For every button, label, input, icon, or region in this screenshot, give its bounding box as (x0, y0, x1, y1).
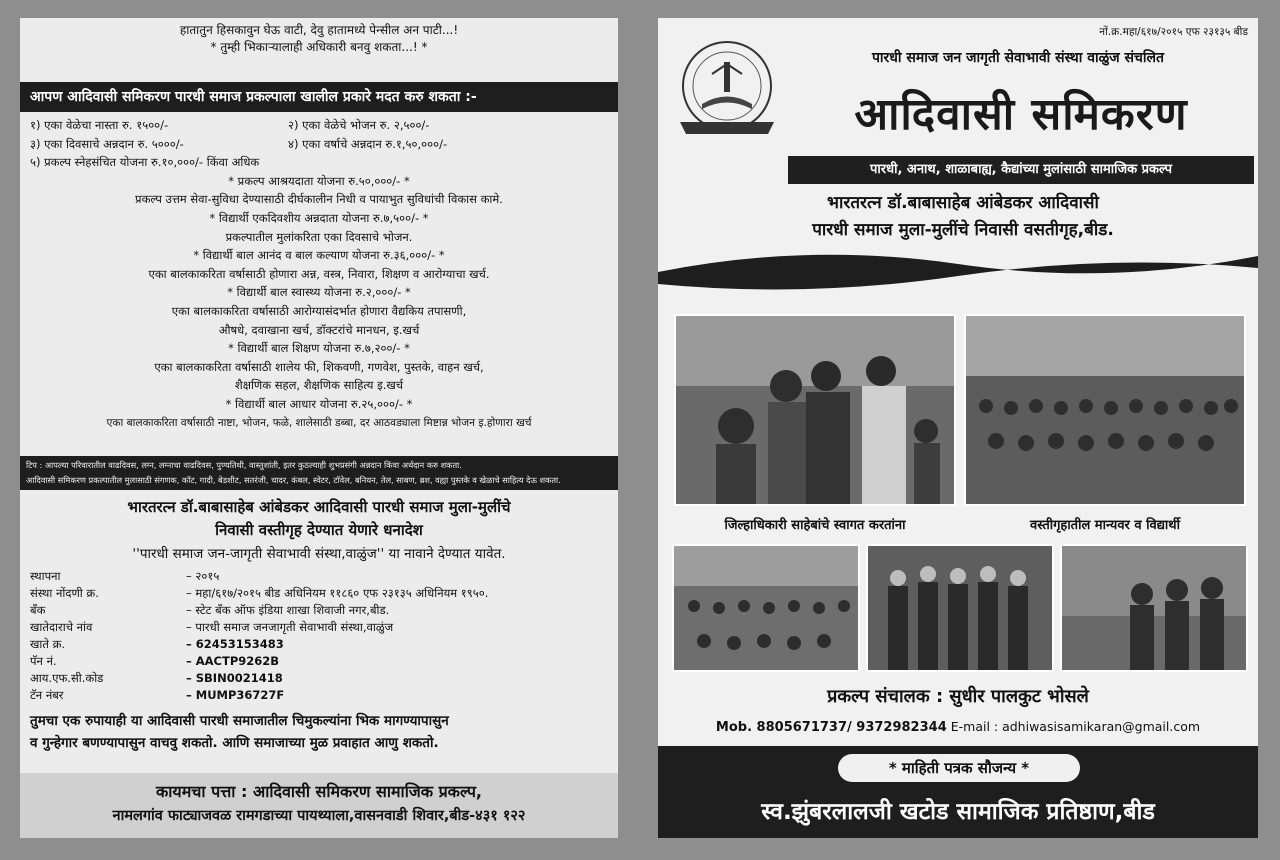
closing-line: व गुन्हेगार बणण्यापासुन वाचवु शकतो. आणि समाजाच्या मुळ प्रवाहात आणु शकतो. (30, 735, 439, 751)
bank-row (20, 670, 618, 687)
bank-key: खाते क्र. (30, 637, 66, 651)
right-page (658, 18, 1258, 838)
bank-title: भारतरत्न डॉ.बाबासाहेब आंबेडकर आदिवासी पारधी समाज मुला-मुलींचे (127, 498, 511, 516)
photo-caption: वस्तीगृहातील मान्यवर व विद्यार्थी (1030, 518, 1180, 533)
bank-row (20, 619, 618, 636)
registration-number: नों.क्र.महा/६१७/२०१५ एफ २३१३५ बीड (1099, 26, 1248, 38)
contact-line (658, 719, 1258, 735)
bank-subtitle: ''पारधी समाज जन-जागृती सेवाभावी संस्था,वाळुंज'' या नावाने देण्यात यावेत. (132, 546, 506, 562)
scheme-line: एका बालकाकरिता वर्षासाठी नाष्टा, भोजन, फळे, शालेसाठी डब्बा, दर आठवड्याला मिष्टान्न भोजन इ.होणारा खर्च (106, 416, 532, 429)
photo-image (868, 546, 1054, 672)
bank-value: – महा/६१७/२०१५ बीड अधिनियम ११८६० एफ २३१३५ अधिनियम १९५०. (186, 586, 489, 600)
photo-image (966, 316, 1246, 506)
photo-caption: जिल्हाधिकारी साहेबांचे स्वागत करतांना (724, 518, 906, 533)
sponsor-name: स्व.झुंबरलालजी खटोड सामाजिक प्रतिष्ठाण,बीड (761, 799, 1155, 825)
courtesy-pill: * माहिती पत्रक सौजन्य * (838, 754, 1080, 782)
help-grid (20, 116, 618, 153)
help-item: २) एका वेळेचे भोजन रु. २,५००/- (288, 118, 430, 132)
bank-row (20, 585, 618, 602)
bank-value: – AACTP9262B (186, 654, 280, 668)
scheme-line: * प्रकल्प आश्रयदाता योजना रु.५०,०००/- * (228, 173, 410, 188)
bank-title: निवासी वस्तीगृह देण्यात येणारे धनादेश (215, 521, 423, 539)
photo-collector-welcome (674, 314, 956, 506)
hostel-line: भारतरत्न डॉ.बाबासाहेब आंबेडकर आदिवासी (827, 193, 1099, 213)
scheme-line: * विद्यार्थी बाल आनंद व बाल कल्याण योजना रु.३६,०००/- * (193, 248, 445, 263)
help-band-title: आपण आदिवासी समिकरण पारधी समाज प्रकल्पाला खालील प्रकारे मदत करु शकता :- (20, 82, 618, 112)
organization-logo (672, 34, 782, 144)
bank-row (20, 653, 618, 670)
bank-value: – पारधी समाज जनजागृती सेवाभावी संस्था,वाळुंज (186, 620, 394, 634)
address-line: कायमचा पत्ता : आदिवासी समिकरण सामाजिक प्रकल्प, (155, 782, 482, 801)
scheme-line: * विद्यार्थी एकदिवशीय अन्नदाता योजना रु.७,५००/- * (209, 210, 429, 225)
bank-key: बँक (30, 603, 46, 617)
bank-row (20, 568, 618, 585)
scheme-line: * विद्यार्थी बाल शिक्षण योजना रु.७,२००/- * (228, 341, 410, 356)
bank-value: – 62453153483 (186, 637, 284, 651)
hostel-title (678, 190, 1248, 244)
photo-children-costume (866, 544, 1054, 672)
help-item: ३) एका दिवसाचे अन्नदान रु. ५०००/- (30, 136, 184, 151)
help-item: ५) प्रकल्प स्नेहसंचित योजना रु.१०,०००/- किंवा अधिक (30, 155, 260, 170)
email-address: E-mail : adhiwasisamikaran@gmail.com (950, 719, 1201, 734)
scheme-line: * विद्यार्थी बाल आधार योजना रु.२५,०००/- * (225, 396, 413, 411)
help-section (20, 116, 618, 432)
address-band (20, 773, 618, 838)
scheme-line: एका बालकाकरिता वर्षासाठी शालेय फी, शिकवणी, गणवेश, पुस्तके, वाहन खर्च, (154, 359, 484, 374)
sponsor-band (658, 746, 1258, 838)
bank-section (20, 496, 618, 754)
note-line: टिप : आपल्या परिवारातील वाढदिवस, लग्न, लग्नाचा वाढदिवस, पुण्यतिथी, वास्तुशांती, इतर कुठल्याही शुभप्रसंगी अन्नदान किंवा अर्थदान करु शकता. (26, 460, 462, 470)
bank-details (20, 568, 618, 704)
bank-value: – SBIN0021418 (186, 671, 283, 685)
bank-row (20, 636, 618, 653)
wave-divider (658, 242, 1258, 292)
bank-row (20, 687, 618, 704)
scheme-line: शैक्षणिक सहल, शैक्षणिक साहित्य इ.खर्च (234, 378, 404, 393)
scheme-line: औषधे, दवाखाना खर्च, डॉक्टरांचे मानधन, इ.खर्च (218, 322, 420, 337)
hostel-line: पारधी समाज मुला-मुलींचे निवासी वसतीगृह,बीड. (812, 220, 1114, 240)
subtitle-band: पारधी, अनाथ, शाळाबाह्य, कैद्यांच्या मुलांसाठी सामाजिक प्रकल्प (788, 156, 1254, 184)
help-item: ४) एका वर्षाचे अन्नदान रु.१,५०,०००/- (288, 136, 448, 151)
project-director: प्रकल्प संचालक : सुधीर पालकुट भोसले (827, 686, 1089, 707)
slogan-tagline: * तुम्ही भिकाऱ्यालाही अधिकारी बनवु शकता...! * (210, 40, 428, 54)
mobile-numbers: Mob. 8805671737/ 9372982344 (715, 720, 947, 735)
photo-image (674, 546, 860, 672)
bank-key: खातेदाराचे नांव (30, 620, 93, 634)
scheme-line: * विद्यार्थी बाल स्वास्थ्य योजना रु.२,०००/- * (227, 285, 411, 300)
org-line: पारधी समाज जन जागृती सेवाभावी संस्था वाळुंज संचलित (871, 50, 1164, 66)
scheme-line: प्रकल्प उत्तम सेवा-सुविधा देण्यासाठी दीर्घकालीन निधी व पायाभुत सुविधांची विकास कामे. (135, 192, 503, 207)
bank-key: टॅन नंबर (30, 688, 64, 702)
photo-image (1062, 546, 1248, 672)
bank-value: – MUMP36727F (186, 688, 285, 702)
help-item: १) एका वेळेचा नास्ता रु. १५००/- (30, 118, 169, 132)
bank-key: स्थापना (30, 569, 61, 583)
closing-line: तुमचा एक रुपायाही या आदिवासी पारधी समाजातील चिमुकल्यांना भिक मागण्यापासुन (30, 713, 449, 729)
photo-hostel-students (964, 314, 1246, 506)
left-header (20, 18, 618, 56)
address-line: नामलगांव फाट्याजवळ रामगडाच्या पायथ्याला,वासनवाडी शिवार,बीड-४३१ १२२ (112, 808, 526, 824)
scheme-line: एका बालकाकरिता वर्षासाठी आरोग्यासंदर्भात होणारा वैद्यकिय तपासणी, (171, 303, 467, 318)
main-title: आदिवासी समिकरण (854, 89, 1188, 140)
note-band (20, 456, 618, 490)
left-page (20, 18, 618, 838)
slogan-line: हातातुन हिसकावुन घेऊ वाटी, देवु हातामध्ये पेन्सील अन पाटी...! (179, 23, 459, 37)
bank-key: पॅन नं. (30, 654, 57, 668)
scheme-line: एका बालकाकरिता वर्षासाठी होणारा अन्न, वस्त्र, निवारा, शिक्षण व आरोग्याचा खर्च. (148, 266, 490, 281)
scheme-line: प्रकल्पातील मुलांकरिता एका दिवसाचे भोजन. (225, 229, 413, 244)
bank-value: – स्टेट बँक ऑफ इंडिया शाखा शिवाजी नगर,बीड. (186, 603, 390, 617)
photo-image (676, 316, 956, 506)
bank-row (20, 602, 618, 619)
bank-value: – २०१५ (186, 569, 220, 583)
photo-children-outdoor (1060, 544, 1248, 672)
note-line: आदिवासी समिकरण प्रकल्पातील मुलासाठी संगणक, कॉट, गादी, बेडशीट, सतरंजी, चादर, कंबल, स्वेटर, टॉवेल, बनियन, तेल, साबण, ब्रश, वह्या पुस्तके व खेळाचे साहित्य देऊ शकता. (26, 475, 561, 485)
bank-key: संस्था नोंदणी क्र. (30, 586, 99, 600)
closing-text (20, 710, 618, 754)
bank-key: आय.एफ.सी.कोड (30, 671, 104, 685)
photo-children-seated (672, 544, 860, 672)
